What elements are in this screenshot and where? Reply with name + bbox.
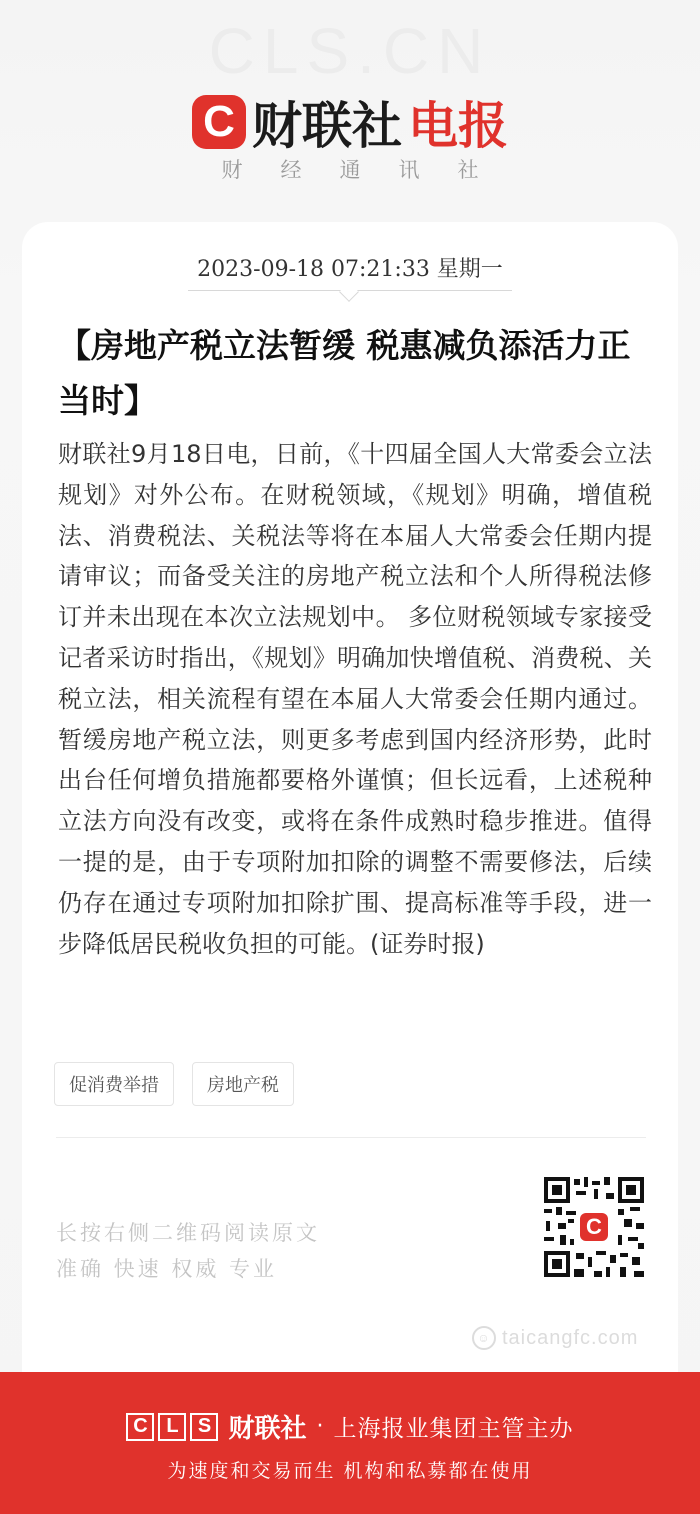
article-body: 财联社9月18日电，日前，《十四届全国人大常委会立法规划》对外公布。在财税领域，《规划》明确，增值税法、消费税法、关税法等将在本届人大常委会任期内提请审议；而备受关注的房地产税立法和个人所得税法修订并未出现在本次立法规划中。 多位财税领域专家接受记者采访时指出，《规划》明确加快增值税、消费税、关税立法，相关流程有望在本届人大常委会任期内通过。暂缓房地产税立法，则更多考虑到国内经济形势，此时出台任何增负措施都要格外谨慎；但长远看，上述税种立法方向没有改变，或将在条件成熟时稳步推进。值得一提的是，由于专项附加扣除的调整不需要修法，后续仍存在通过专项附加扣除扩围、提高标准等手段，进一步降低居民税收负担的可能。(证券时报) <box>58 440 652 958</box>
cls-logo-icon <box>126 1413 218 1441</box>
article-datetime: 2023-09-18 07:21:33 星期一 <box>197 257 503 282</box>
footer-brand-row <box>0 1408 700 1445</box>
svg-text:C: C <box>586 1214 602 1239</box>
cls-logo-icon: C <box>192 95 246 149</box>
site-watermark-text: taicangfc.com <box>502 1326 639 1349</box>
date-notch-icon <box>339 282 359 302</box>
footer-brand: 财联社 <box>228 1414 307 1444</box>
footer-tagline: 为速度和交易而生 机构和私募都在使用 <box>167 1460 533 1482</box>
article-title: 【房地产税立法暂缓 税惠减负添活力正当时】 <box>58 326 631 420</box>
smile-icon: ☺ <box>472 1326 496 1350</box>
qr-hint: 长按右侧二维码阅读原文 <box>56 1221 320 1245</box>
cls-letter: S <box>190 1413 218 1441</box>
brand-slogan: 财经通讯社 <box>221 158 517 182</box>
tag-list <box>54 1062 294 1106</box>
footer-banner <box>0 1372 700 1514</box>
brand-name: 财联社 <box>252 97 402 155</box>
brand-header <box>0 86 700 158</box>
tag-item[interactable]: 房地产税 <box>192 1062 294 1106</box>
footer-separator: · <box>316 1414 324 1439</box>
tag-item[interactable]: 促消费举措 <box>54 1062 174 1106</box>
brand-name-red: 电报 <box>408 97 508 155</box>
cls-letter: L <box>158 1413 186 1441</box>
cls-watermark: CLS.CN <box>208 15 492 87</box>
content-divider <box>56 1137 646 1138</box>
qr-code-icon[interactable] <box>544 1177 644 1277</box>
cls-letter: C <box>126 1413 154 1441</box>
footer-org: 上海报业集团主管主办 <box>333 1416 574 1442</box>
site-watermark <box>472 1326 638 1350</box>
brand-values: 准确 快速 权威 专业 <box>56 1257 278 1281</box>
article-card <box>22 222 678 1372</box>
